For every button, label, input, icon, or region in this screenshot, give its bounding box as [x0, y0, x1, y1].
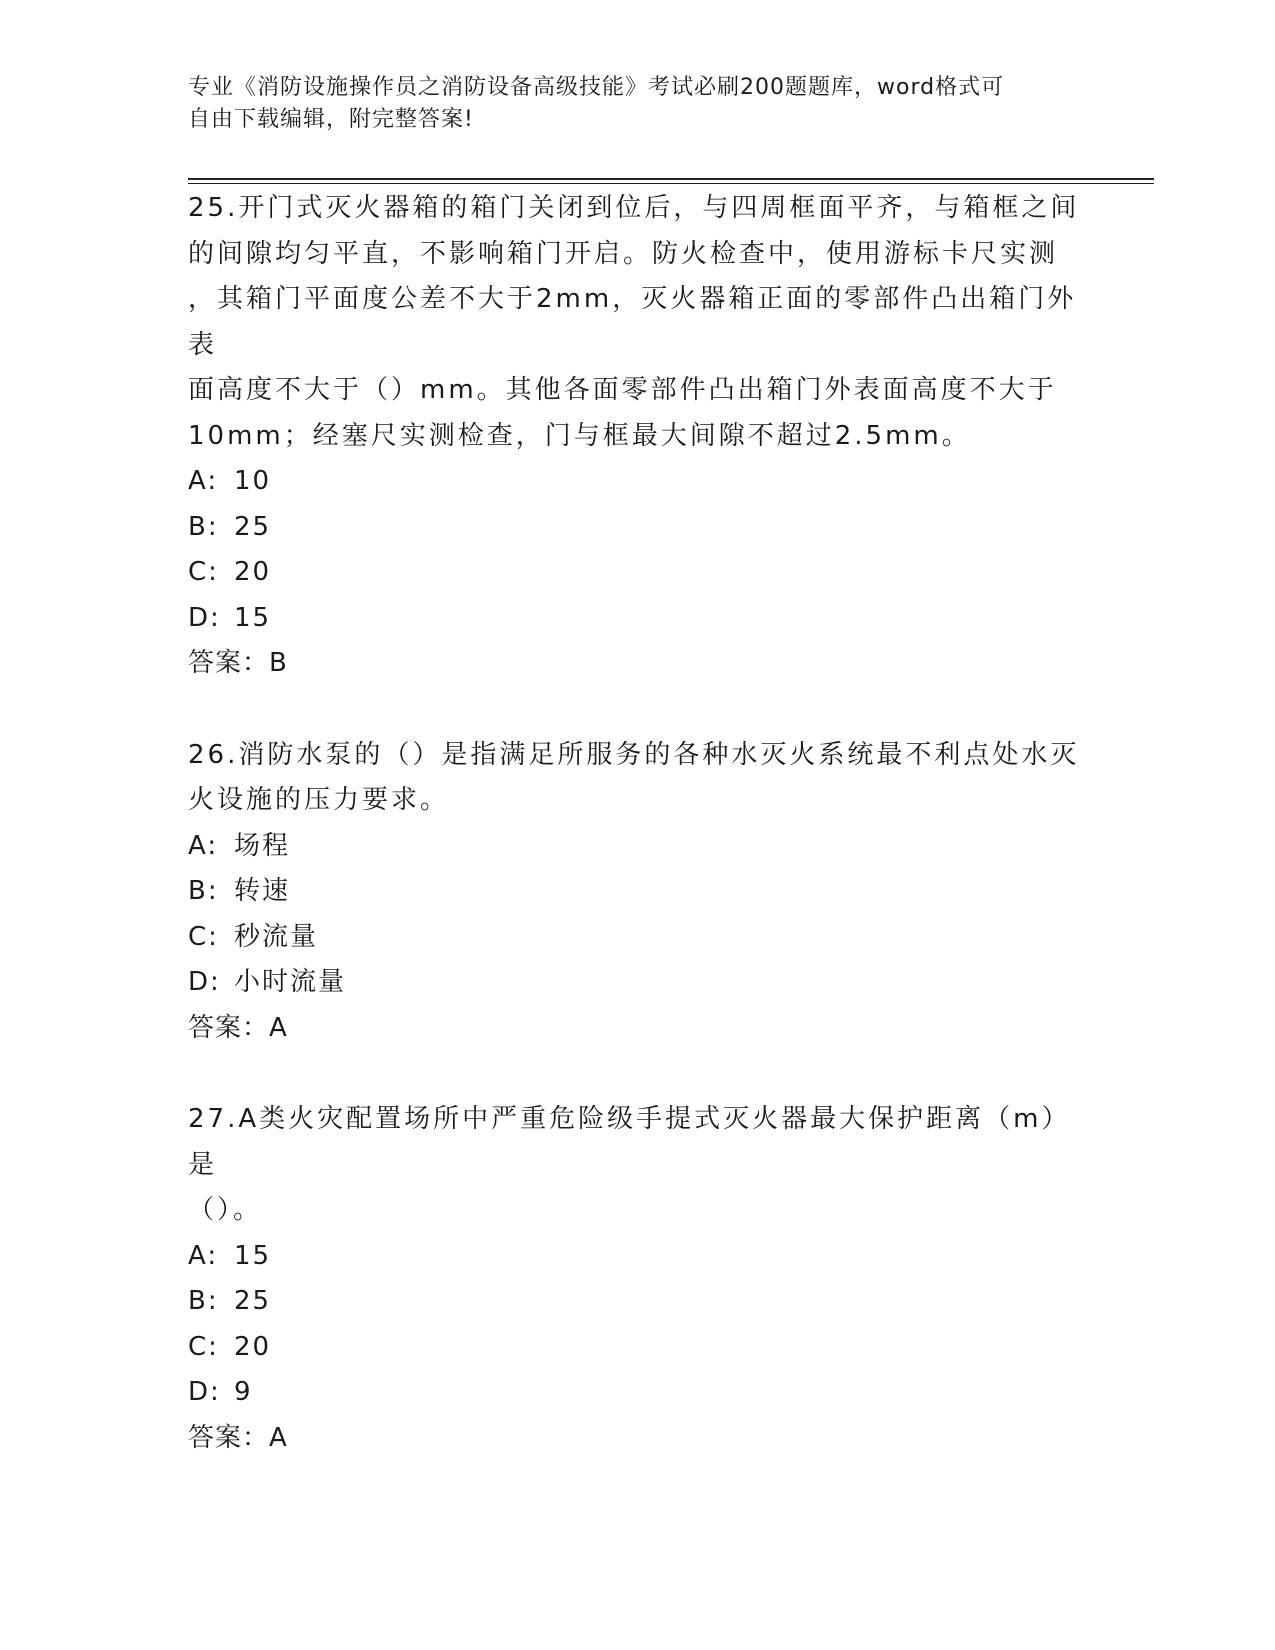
option-label: D: — [188, 1377, 221, 1407]
option-label: A: — [188, 830, 219, 861]
option-text: 25 — [234, 511, 272, 542]
header-rule-thin — [188, 183, 1154, 184]
question-stem-line: 27.A类火灾配置场所中严重危险级手提式灭火器最大保护距离（m）是 — [188, 1104, 1071, 1180]
option-b — [188, 505, 1088, 551]
option-a — [188, 459, 1088, 505]
option-b — [188, 869, 1088, 915]
option-c — [188, 915, 1088, 961]
answer-line: 答案：A — [188, 1422, 288, 1453]
option-label: C: — [188, 1331, 219, 1362]
option-text: 秒流量 — [234, 921, 319, 952]
option-label: A: — [188, 466, 219, 496]
option-label: A: — [188, 1240, 219, 1271]
question-stem-line: 的间隙均匀平直，不影响箱门开启。防火检查中，使用游标卡尺实测 — [188, 238, 1059, 269]
option-text: 小时流量 — [234, 967, 347, 997]
question-list — [188, 186, 1088, 1507]
option-text: 20 — [234, 557, 272, 587]
answer-line: 答案：A — [188, 1012, 288, 1043]
option-d — [188, 596, 1088, 642]
option-label: B: — [188, 876, 219, 906]
option-text: 15 — [234, 1240, 272, 1271]
question-stem-line: 25.开门式灭火器箱的箱门关闭到位后，与四周框面平齐，与箱框之间 — [188, 193, 1080, 223]
option-text: 9 — [234, 1377, 253, 1407]
header-line-2: 自由下载编辑，附完整答案! — [188, 107, 474, 132]
option-label: C: — [188, 557, 219, 587]
option-a — [188, 824, 1088, 870]
question-27 — [188, 1097, 1088, 1461]
answer-line: 答案：B — [188, 648, 288, 678]
header-line-1: 专业《消防设施操作员之消防设备高级技能》考试必刷200题题库，word格式可 — [188, 75, 1005, 100]
option-d — [188, 1370, 1088, 1416]
option-d — [188, 960, 1088, 1006]
option-text: 15 — [234, 602, 272, 633]
option-text: 25 — [234, 1286, 272, 1316]
document-header — [188, 72, 1068, 136]
question-stem-line: ，其箱门平面度公差不大于2mm，灭火器箱正面的零部件凸出箱门外表 — [188, 284, 1077, 360]
option-text: 20 — [234, 1331, 272, 1362]
option-b — [188, 1279, 1088, 1325]
option-text: 转速 — [234, 876, 291, 906]
option-label: C: — [188, 921, 219, 952]
question-stem-line: （）。 — [188, 1195, 263, 1225]
question-stem-line: 面高度不大于（）mm。其他各面零部件凸出箱门外表面高度不大于 — [188, 375, 1057, 405]
option-c — [188, 1325, 1088, 1371]
option-label: B: — [188, 511, 219, 542]
option-label: B: — [188, 1286, 219, 1316]
option-a — [188, 1234, 1088, 1280]
option-text: 场程 — [234, 830, 291, 861]
option-label: D: — [188, 967, 221, 997]
question-25 — [188, 186, 1088, 687]
question-stem-line: 火设施的压力要求。 — [188, 785, 450, 815]
question-stem-line: 26.消防水泵的（）是指满足所服务的各种水灭火系统最不利点处水灭 — [188, 739, 1080, 770]
option-label: D: — [188, 602, 221, 633]
option-text: 10 — [234, 466, 272, 496]
question-26 — [188, 733, 1088, 1052]
header-rule-thick — [188, 178, 1154, 180]
option-c — [188, 550, 1088, 596]
question-stem-line: 10mm；经塞尺实测检查，门与框最大间隙不超过2.5mm。 — [188, 420, 971, 451]
